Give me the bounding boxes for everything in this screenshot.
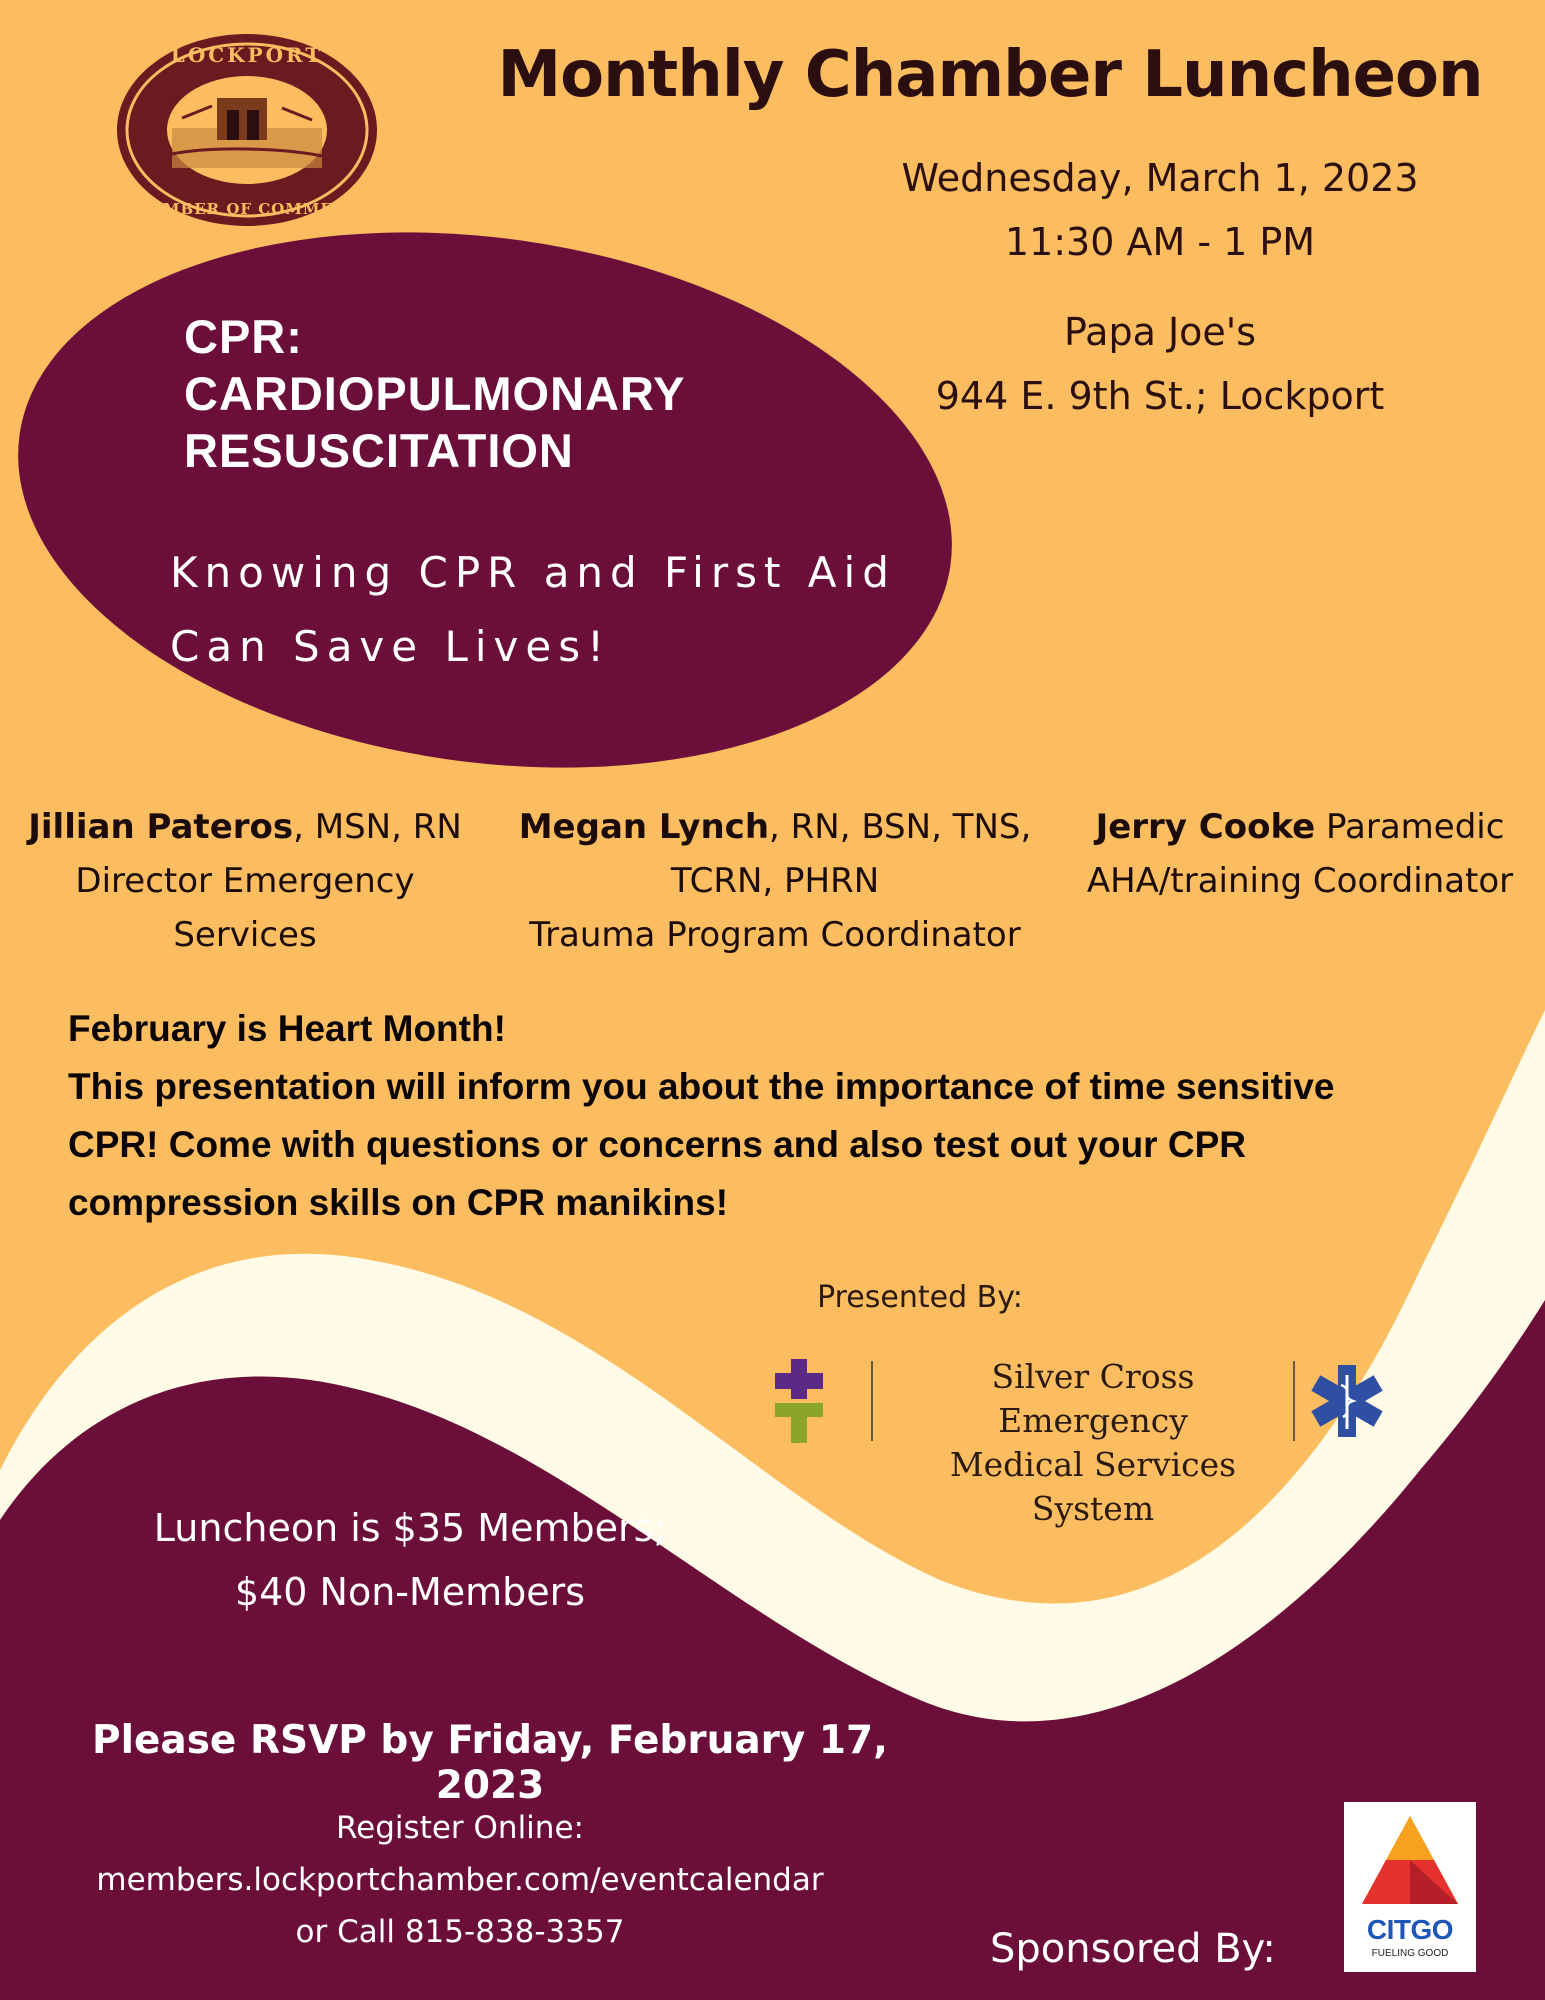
divider: [871, 1361, 873, 1441]
svg-text:LOCKPORT: LOCKPORT: [170, 43, 324, 67]
star-of-life-icon: [1307, 1361, 1387, 1441]
description-line: CPR! Come with questions or concerns and also test out your CPR: [68, 1124, 1246, 1165]
topic-line: CARDIOPULMONARY: [184, 367, 686, 420]
topic-ellipse: [0, 175, 987, 825]
silver-cross-logo: [775, 1355, 1395, 1528]
description-line: This presentation will inform you about the importance of time sensitive: [68, 1066, 1335, 1107]
citgo-trimark-icon: [1358, 1810, 1462, 1910]
citgo-wordmark: CITGO: [1366, 1914, 1454, 1945]
speaker-card: [1060, 800, 1540, 908]
speaker-role: Services: [173, 915, 317, 955]
pricing: [120, 1496, 700, 1624]
register-url[interactable]: members.lockportchamber.com/eventcalendar: [96, 1862, 824, 1898]
event-date: Wednesday, March 1, 2023: [901, 156, 1419, 200]
speaker-credentials: , RN, BSN, TNS,: [769, 807, 1032, 847]
speaker-credentials-cont: TCRN, PHRN: [670, 861, 880, 901]
tagline-line: Can Save Lives!: [170, 622, 611, 671]
speaker-card: [490, 800, 1060, 962]
sponsored-by-label: Sponsored By:: [990, 1926, 1276, 1972]
topic-heading: [184, 308, 784, 479]
cross-icon: [775, 1359, 823, 1443]
page-title: Monthly Chamber Luncheon: [497, 38, 1483, 112]
rsvp-deadline: Please RSVP by Friday, February 17, 2023: [92, 1718, 888, 1808]
topic-line: CPR:: [184, 310, 303, 363]
topic-tagline: [170, 536, 930, 684]
speaker-credentials: , MSN, RN: [293, 807, 462, 847]
tagline-line: Knowing CPR and First Aid: [170, 548, 896, 597]
speaker-card: [10, 800, 480, 962]
event-description: [68, 1000, 1508, 1232]
price-line: Luncheon is $35 Members;: [153, 1506, 667, 1550]
registration-info: [40, 1802, 880, 1958]
event-address: 944 E. 9th St.; Lockport: [935, 374, 1385, 418]
speaker-name: Jerry Cooke: [1095, 807, 1316, 847]
speaker-role: Director Emergency: [75, 861, 415, 901]
svg-text:CHAMBER OF COMMERCE: CHAMBER OF COMMERCE: [122, 200, 372, 218]
event-venue: Papa Joe's: [1063, 310, 1257, 354]
topic-line: RESUSCITATION: [184, 424, 574, 477]
speaker-name: Jillian Pateros: [28, 807, 294, 847]
register-phone: or Call 815-838-3357: [295, 1914, 625, 1950]
speaker-name: Megan Lynch: [518, 807, 770, 847]
citgo-slogan: FUELING GOOD: [1371, 1948, 1449, 1959]
citgo-logo: [1344, 1802, 1476, 1972]
register-label: Register Online:: [336, 1810, 584, 1846]
speaker-role: AHA/training Coordinator: [1086, 861, 1514, 901]
speaker-credentials: Paramedic: [1315, 807, 1505, 847]
chamber-logo: [112, 28, 382, 232]
event-time: 11:30 AM - 1 PM: [1004, 220, 1316, 264]
divider: [1293, 1361, 1295, 1441]
price-line: $40 Non-Members: [234, 1570, 586, 1614]
description-line: February is Heart Month!: [68, 1008, 506, 1049]
speaker-role: Trauma Program Coordinator: [529, 915, 1021, 955]
presenter-org: Silver Cross Emergency Medical Services System: [949, 1357, 1237, 1528]
description-line: compression skills on CPR manikins!: [68, 1182, 729, 1223]
presented-by-label: Presented By:: [817, 1280, 1023, 1315]
